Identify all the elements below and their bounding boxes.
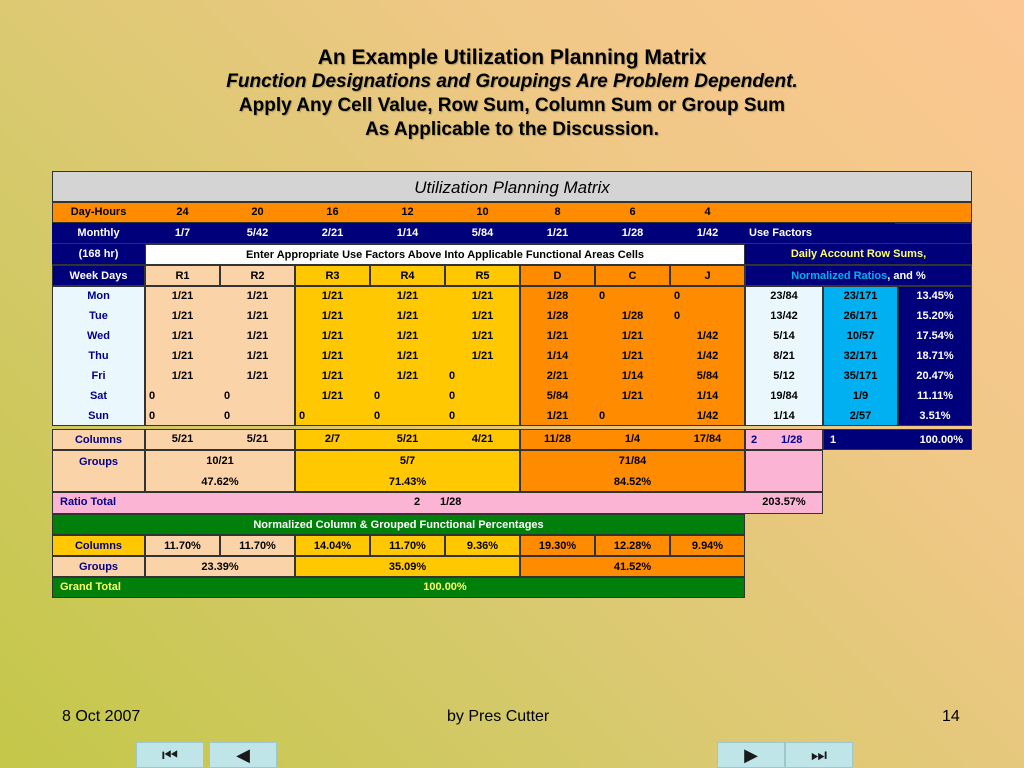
columns-total-ratio xyxy=(823,429,972,450)
day-cell[interactable]: 0 xyxy=(674,290,681,302)
monthly-row xyxy=(52,223,972,244)
prev-slide-button[interactable] xyxy=(209,742,277,768)
ratio-total-label: Ratio Total xyxy=(60,496,117,508)
grand-total-label: Grand Total xyxy=(60,581,121,593)
column-sum: 5/21 xyxy=(396,433,419,445)
hours168-row xyxy=(52,244,972,265)
footer-page-number: 14 xyxy=(942,708,960,725)
title-line-3: Apply Any Cell Value, Row Sum, Column Sum or Group Sum xyxy=(238,95,786,116)
dayhours-value: 4 xyxy=(704,206,711,218)
day-label-sun: Sun xyxy=(88,410,109,422)
row-sum: 5/14 xyxy=(773,330,795,342)
day-cell[interactable]: 5/84 xyxy=(696,370,719,382)
dayhours-value: 6 xyxy=(629,206,636,218)
day-cell[interactable]: 1/21 xyxy=(321,310,344,322)
day-cell[interactable]: 1/28 xyxy=(621,310,644,322)
ratio-total-row xyxy=(52,492,972,514)
dayhours-value: 10 xyxy=(476,206,489,218)
norm-column: 14.04% xyxy=(295,535,370,556)
normalized-ratios-label xyxy=(745,265,972,286)
day-cell[interactable]: 0 xyxy=(149,410,156,422)
day-cell[interactable]: 1/21 xyxy=(396,330,419,342)
day-cell[interactable]: 1/21 xyxy=(171,310,194,322)
monthly-label: Monthly xyxy=(52,223,145,243)
row-pct: 20.47% xyxy=(916,370,954,382)
col-header-j: J xyxy=(670,265,745,286)
row-sum: 5/12 xyxy=(773,370,795,382)
day-rows xyxy=(52,286,972,426)
day-cell[interactable]: 1/21 xyxy=(246,290,269,302)
day-cell[interactable]: 0 xyxy=(374,390,381,402)
day-cell[interactable]: 1/21 xyxy=(321,330,344,342)
day-cell[interactable]: 1/21 xyxy=(471,310,494,322)
day-label-thu: Thu xyxy=(88,350,109,362)
day-cell[interactable]: 1/21 xyxy=(321,370,344,382)
day-cell[interactable]: 0 xyxy=(224,410,231,422)
day-cell[interactable]: 0 xyxy=(224,390,231,402)
use-factors-label: Use Factors xyxy=(745,223,895,243)
row-pct: 18.71% xyxy=(916,350,954,362)
day-cell[interactable]: 0 xyxy=(599,410,606,422)
day-cell[interactable]: 0 xyxy=(674,310,681,322)
column-sum: 5/21 xyxy=(171,433,194,445)
day-cell[interactable]: 1/21 xyxy=(171,350,194,362)
instruction-cell: Enter Appropriate Use Factors Above Into Applicable Functional Areas Cells xyxy=(145,244,745,265)
row-ratio: 23/171 xyxy=(843,290,878,302)
dayhours-value: 8 xyxy=(554,206,561,218)
row-sum: 19/84 xyxy=(770,390,798,402)
col-header-r1: R1 xyxy=(145,265,220,286)
groups-sum-spacer xyxy=(745,450,823,492)
day-cell[interactable]: 1/28 xyxy=(546,310,569,322)
weekdays-label: Week Days xyxy=(52,265,145,286)
norm-column: 11.70% xyxy=(145,535,220,556)
day-cell[interactable]: 2/21 xyxy=(546,370,569,382)
norm-group-o: 41.52% xyxy=(520,556,745,577)
day-cell[interactable]: 1/21 xyxy=(471,330,494,342)
weekdays-row xyxy=(52,265,972,286)
norm-group-r: 23.39% xyxy=(145,556,295,577)
daily-account-label: Daily Account Row Sums, xyxy=(745,244,972,264)
columns-total-pct: 100.00% xyxy=(919,434,963,446)
monthly-value: 5/42 xyxy=(220,223,295,243)
first-icon: ⏮ xyxy=(161,745,179,765)
title-line-2: Function Designations and Groupings Are Problem Dependent. xyxy=(226,71,798,92)
normalized-header: Normalized Column & Grouped Functional Percentages xyxy=(52,514,745,535)
norm-column: 11.70% xyxy=(220,535,295,556)
day-cell[interactable]: 1/42 xyxy=(696,410,719,422)
column-sum: 5/21 xyxy=(246,433,269,445)
day-cell[interactable]: 1/21 xyxy=(471,350,494,362)
groups-row xyxy=(52,450,972,492)
footer-author: by Pres Cutter xyxy=(447,708,550,725)
monthly-value: 1/7 xyxy=(145,223,220,243)
day-cell[interactable]: 1/21 xyxy=(621,330,644,342)
day-cell[interactable]: 1/28 xyxy=(546,290,569,302)
norm-column: 9.94% xyxy=(670,535,745,556)
normalized-header-row xyxy=(52,514,972,535)
title-line-4: As Applicable to the Discussion. xyxy=(365,119,659,140)
next-slide-button[interactable] xyxy=(717,742,785,768)
last-icon: ⏭ xyxy=(810,745,828,765)
day-cell[interactable]: 5/84 xyxy=(546,390,569,402)
title-line-1: An Example Utilization Planning Matrix xyxy=(317,46,707,69)
group-o-value: 71/84 xyxy=(618,455,647,467)
and-percent-text: , and % xyxy=(887,270,926,282)
monthly-value: 2/21 xyxy=(295,223,370,243)
row-pct: 17.54% xyxy=(916,330,954,342)
day-cell[interactable]: 0 xyxy=(149,390,156,402)
day-cell[interactable]: 1/21 xyxy=(621,390,644,402)
grand-total-value: 100.00% xyxy=(423,581,467,593)
row-sum: 23/84 xyxy=(770,290,798,302)
monthly-value: 1/21 xyxy=(520,223,595,243)
day-cell[interactable]: 1/21 xyxy=(246,370,269,382)
monthly-value: 1/14 xyxy=(370,223,445,243)
columns-label: Columns xyxy=(52,429,145,450)
day-cell[interactable]: 0 xyxy=(374,410,381,422)
day-cell[interactable]: 1/21 xyxy=(396,370,419,382)
row-sum: 8/21 xyxy=(773,350,795,362)
day-cell[interactable]: 1/21 xyxy=(171,370,194,382)
ratio-total-pct: 203.57% xyxy=(762,496,806,508)
row-ratio: 26/171 xyxy=(843,310,878,322)
last-slide-button[interactable] xyxy=(785,742,853,768)
norm-column: 12.28% xyxy=(595,535,670,556)
monthly-value: 1/28 xyxy=(595,223,670,243)
day-cell[interactable]: 1/21 xyxy=(321,350,344,362)
footer-date: 8 Oct 2007 xyxy=(62,708,141,725)
day-cell[interactable]: 0 xyxy=(599,290,606,302)
row-ratio: 2/57 xyxy=(849,410,872,422)
dayhours-value: 20 xyxy=(251,206,264,218)
day-cell[interactable]: 1/14 xyxy=(696,390,719,402)
group-r xyxy=(145,450,295,492)
group-r-pct: 47.62% xyxy=(201,476,239,488)
dayhours-label: Day-Hours xyxy=(70,206,127,218)
columns-total-sum xyxy=(745,429,823,450)
ratio-total-int: 2 xyxy=(413,496,421,508)
dayhours-row xyxy=(52,202,972,223)
day-cell[interactable]: 1/21 xyxy=(246,330,269,342)
norm-column: 9.36% xyxy=(445,535,520,556)
row-pct: 3.51% xyxy=(919,410,951,422)
columns-total-int: 2 xyxy=(751,434,758,446)
day-cell[interactable]: 0 xyxy=(299,410,306,422)
day-label-fri: Fri xyxy=(91,370,106,382)
column-sum: 17/84 xyxy=(693,433,722,445)
normalized-ratios-text: Normalized Ratios xyxy=(791,270,888,282)
monthly-value: 5/84 xyxy=(445,223,520,243)
slide-title xyxy=(0,46,1024,142)
ratio-total-frac: 1/28 xyxy=(440,496,462,508)
day-cell[interactable]: 0 xyxy=(449,370,456,382)
day-label-sat: Sat xyxy=(89,390,108,402)
col-header-r5: R5 xyxy=(445,265,520,286)
day-cell[interactable]: 1/21 xyxy=(171,290,194,302)
column-sum: 1/4 xyxy=(624,433,641,445)
row-pct: 15.20% xyxy=(916,310,954,322)
row-pct: 13.45% xyxy=(916,290,954,302)
row-pct: 11.11% xyxy=(916,390,954,402)
dayhours-value: 24 xyxy=(176,206,189,218)
group-o xyxy=(520,450,745,492)
norm-group-y: 35.09% xyxy=(295,556,520,577)
groups-label: Groups xyxy=(52,450,145,492)
norm-column: 19.30% xyxy=(520,535,595,556)
monthly-value: 1/42 xyxy=(670,223,745,243)
col-header-c: C xyxy=(595,265,670,286)
group-r-value: 10/21 xyxy=(206,455,234,467)
day-cell[interactable]: 1/21 xyxy=(471,290,494,302)
grand-total-row xyxy=(52,577,972,598)
column-sum: 11/28 xyxy=(544,433,571,445)
col-header-r3: R3 xyxy=(295,265,370,286)
day-cell[interactable]: 1/21 xyxy=(546,330,569,342)
columns-total-frac: 1/28 xyxy=(781,434,803,446)
norm-groups-label: Groups xyxy=(52,556,145,577)
day-cell[interactable]: 1/14 xyxy=(546,350,569,362)
row-sum: 1/14 xyxy=(773,410,795,422)
day-cell[interactable]: 1/21 xyxy=(246,350,269,362)
day-cell[interactable]: 1/21 xyxy=(321,290,344,302)
first-slide-button[interactable] xyxy=(136,742,204,768)
day-cell[interactable]: 1/21 xyxy=(546,410,569,422)
day-cell[interactable]: 1/42 xyxy=(696,330,719,342)
columns-total-ratio-value: 1 xyxy=(830,434,837,446)
dayhours-value: 16 xyxy=(326,206,339,218)
norm-column: 11.70% xyxy=(370,535,445,556)
row-ratio: 35/171 xyxy=(843,370,878,382)
day-label-tue: Tue xyxy=(89,310,108,322)
prev-icon: ◀ xyxy=(236,745,250,765)
day-cell[interactable]: 1/14 xyxy=(621,370,644,382)
group-y-value: 5/7 xyxy=(399,455,416,467)
day-cell[interactable]: 1/21 xyxy=(171,330,194,342)
day-label-wed: Wed xyxy=(86,330,111,342)
group-y xyxy=(295,450,520,492)
day-cell[interactable]: 1/21 xyxy=(321,390,344,402)
row-sum: 13/42 xyxy=(770,310,798,322)
day-cell[interactable]: 1/21 xyxy=(396,290,419,302)
hours168-label: (168 hr) xyxy=(52,244,145,264)
norm-columns-label: Columns xyxy=(52,535,145,556)
column-sum: 2/7 xyxy=(324,433,341,445)
group-o-pct: 84.52% xyxy=(613,476,652,488)
row-ratio: 10/57 xyxy=(846,330,875,342)
day-cell[interactable]: 1/42 xyxy=(696,350,719,362)
day-cell[interactable]: 1/21 xyxy=(246,310,269,322)
column-sum: 4/21 xyxy=(471,433,494,445)
matrix-header-row xyxy=(52,171,972,202)
norm-columns-row xyxy=(52,535,972,556)
col-header-r4: R4 xyxy=(370,265,445,286)
day-label-mon: Mon xyxy=(87,290,110,302)
dayhours-value: 12 xyxy=(401,206,414,218)
next-icon: ▶ xyxy=(744,745,758,765)
day-cell[interactable]: 1/21 xyxy=(621,350,644,362)
row-ratio: 1/9 xyxy=(852,390,869,402)
matrix-header: Utilization Planning Matrix xyxy=(52,171,972,202)
day-cell[interactable]: 0 xyxy=(449,410,456,422)
row-ratio: 32/171 xyxy=(843,350,878,362)
col-header-d: D xyxy=(520,265,595,286)
day-cell[interactable]: 0 xyxy=(449,390,456,402)
group-y-pct: 71.43% xyxy=(388,476,427,488)
norm-groups-row xyxy=(52,556,972,577)
day-cell[interactable]: 1/21 xyxy=(396,310,419,322)
columns-row xyxy=(52,429,972,450)
col-header-r2: R2 xyxy=(220,265,295,286)
day-cell[interactable]: 1/21 xyxy=(396,350,419,362)
